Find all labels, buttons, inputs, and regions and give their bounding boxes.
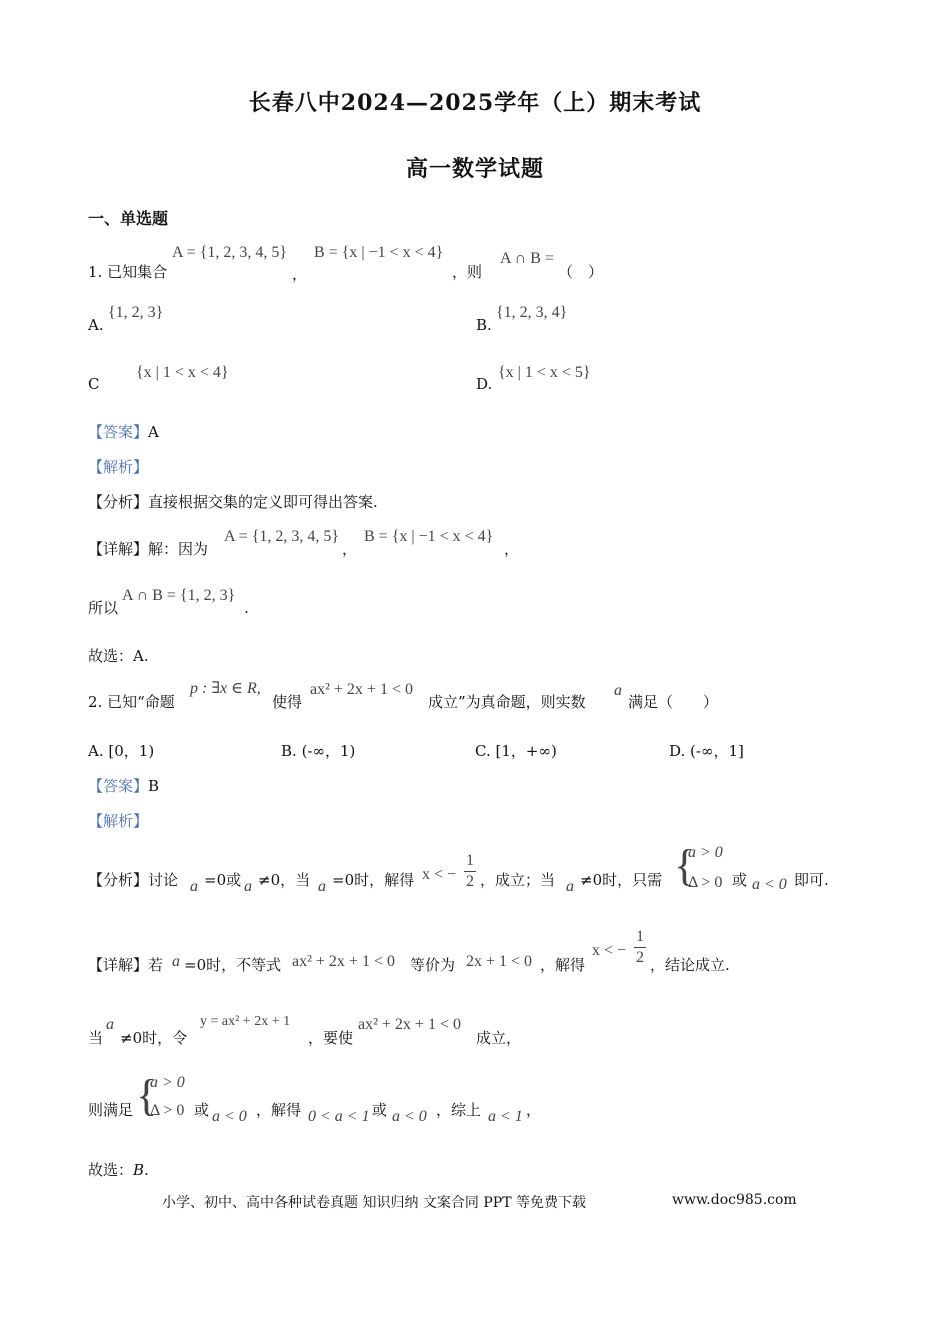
q2-d3-text-2: 或 xyxy=(194,1101,210,1119)
q2-d2-function: y = ax² + 2x + 1 xyxy=(200,1014,291,1029)
q2-d3-text-3: ，解得 xyxy=(256,1101,302,1119)
q1-detail-tag: 【详解】 xyxy=(88,540,149,558)
q2-sys1-line1: a > 0 xyxy=(688,844,723,861)
q2-d1-text-1: 若 xyxy=(148,956,164,974)
q2-fenxi-a-2: a xyxy=(244,878,252,895)
q2-fenxi-text-5: ，成立；当 xyxy=(480,871,556,889)
q1-expr: A ∩ B = xyxy=(500,250,554,267)
q2-option-c-text: [1，+∞) xyxy=(495,742,557,760)
q2-ineq: ax² + 2x + 1 < 0 xyxy=(310,681,413,698)
q1-answer-tag: 【答案】 xyxy=(88,423,149,441)
q2-option-a-text: [0，1) xyxy=(108,742,155,760)
q2-fenxi-a-3: a xyxy=(318,878,326,895)
page-subtitle: 高一数学试题 xyxy=(405,156,544,182)
q2-sys2-line1: a > 0 xyxy=(150,1074,185,1091)
q2-d3-text-4: 或 xyxy=(372,1101,388,1119)
q1-analysis-tag: 【解析】 xyxy=(88,458,149,476)
q2-option-b-label: B. xyxy=(281,742,297,760)
q2-fenxi-x-lt: x < − xyxy=(422,866,457,883)
q2-fenxi-text-1: 讨论 xyxy=(148,871,179,889)
q2-fenxi-text-4: =0时，解得 xyxy=(332,871,415,889)
q2-mid: 使得 xyxy=(272,693,303,711)
q2-d3-text-5: ，综上 xyxy=(436,1101,482,1119)
q2-d2-a: a xyxy=(106,1016,114,1033)
q1-prefix: 1. 已知集合 xyxy=(88,263,168,281)
q2-d1-text-4: ，解得 xyxy=(540,956,586,974)
fraction-denominator: 2 xyxy=(466,873,474,890)
q2-d2-text-1: 当 xyxy=(88,1029,104,1047)
q2-d2-text-2: ≠0时，令 xyxy=(120,1029,188,1047)
q1-option-a-math: {1, 2, 3} xyxy=(108,304,164,321)
q2-detail-tag: 【详解】 xyxy=(88,956,149,974)
q1-so-math: A ∩ B = {1, 2, 3} xyxy=(122,587,236,604)
q2-d2-ineq: ax² + 2x + 1 < 0 xyxy=(358,1016,461,1033)
q1-option-d-label: D. xyxy=(476,375,493,393)
q2-d3-a-lt-0-2: a < 0 xyxy=(392,1108,427,1125)
q2-d3-text-1: 则满足 xyxy=(88,1101,134,1119)
q2-option-d-label: D. xyxy=(669,742,686,760)
q1-set-b: B = {x | −1 < x < 4} xyxy=(314,244,444,261)
q2-option-b-text: (-∞，1) xyxy=(301,742,356,760)
q1-detail-pre: 解：因为 xyxy=(148,540,209,558)
q2-fenxi-a-1: a xyxy=(190,878,198,895)
q2-fenxi-a-lt-0: a < 0 xyxy=(752,876,787,893)
q1-answer: A xyxy=(148,423,159,441)
q2-prop: p : ∃x ∈ R, xyxy=(190,680,261,697)
fraction-denominator: 2 xyxy=(636,949,644,966)
footer-url[interactable]: www.doc985.com xyxy=(672,1192,797,1208)
q2-fenxi-text-2: =0或 xyxy=(204,871,242,889)
q2-d1-fraction xyxy=(634,928,646,967)
system-brace-1: { xyxy=(674,841,696,890)
q2-d3-text-6: ， xyxy=(526,1101,542,1119)
q2-fenxi-text-6: ≠0时，只需 xyxy=(580,871,663,889)
q2-option-c-label: C. xyxy=(475,742,491,760)
q2-fenxi-text-8: 即可. xyxy=(794,871,829,889)
q2-answer-tag: 【答案】 xyxy=(88,777,149,795)
q1-detail-set-a: A = {1, 2, 3, 4, 5} xyxy=(224,528,340,545)
q2-choose-pre: 故选： xyxy=(88,1161,134,1179)
fraction-numerator: 1 xyxy=(466,852,474,869)
q1-detail-set-b: B = {x | −1 < x < 4} xyxy=(364,528,494,545)
q1-option-b-label: B. xyxy=(476,316,492,334)
q2-d1-x-lt: x < − xyxy=(592,942,627,959)
q2-d1-a: a xyxy=(172,953,180,970)
page-title: 长春八中2024—2025学年（上）期末考试 xyxy=(248,90,702,116)
q2-d1-ineq: ax² + 2x + 1 < 0 xyxy=(292,953,395,970)
section-heading: 一、单选题 xyxy=(88,209,169,228)
q2-d2-text-4: 成立， xyxy=(476,1029,522,1047)
q2-fenxi-text-3: ≠0，当 xyxy=(258,871,311,889)
system-brace-2: { xyxy=(136,1071,158,1120)
q2-d1-text-5: ，结论成立. xyxy=(650,956,730,974)
q1-choose: 故选：A. xyxy=(88,647,149,665)
q2-choose: B. xyxy=(133,1161,149,1179)
q2-fenxi-a-4: a xyxy=(566,878,574,895)
q2-fenxi-text-7: 或 xyxy=(732,871,748,889)
q1-option-d-math: {x | 1 < x < 5} xyxy=(498,364,591,381)
q2-fenxi-fraction xyxy=(464,852,476,891)
q1-option-a-label: A. xyxy=(88,316,104,334)
q2-prefix: 2. 已知“命题 xyxy=(88,693,175,711)
q1-paren: （ ） xyxy=(558,263,604,281)
q2-answer: B xyxy=(148,777,160,795)
q1-set-a: A = {1, 2, 3, 4, 5} xyxy=(172,244,288,261)
q2-analysis-tag: 【解析】 xyxy=(88,812,149,830)
q1-option-c-math: {x | 1 < x < 4} xyxy=(136,364,229,381)
q1-option-c-label: C xyxy=(88,375,100,393)
q2-d3-final: a < 1 xyxy=(488,1108,523,1125)
q2-d3-range: 0 < a < 1 xyxy=(308,1108,370,1125)
q1-so: 所以 xyxy=(88,599,119,617)
q2-d3-a-lt-0: a < 0 xyxy=(212,1108,247,1125)
q1-fenxi: 直接根据交集的定义即可得出答案. xyxy=(148,493,378,511)
q1-option-b-math: {1, 2, 3, 4} xyxy=(496,304,568,321)
q2-d2-text-3: ，要使 xyxy=(308,1029,354,1047)
q2-var: a xyxy=(614,682,622,699)
q2-option-a-label: A. xyxy=(88,742,104,760)
q2-sys2-line2: Δ > 0 xyxy=(150,1102,185,1119)
q2-suffix: 成立”为真命题，则实数 xyxy=(428,693,586,711)
q2-sys1-line2: Δ > 0 xyxy=(688,874,723,891)
q1-comma: ， xyxy=(292,265,308,283)
q2-d1-text-3: 等价为 xyxy=(410,956,456,974)
q1-fenxi-tag: 【分析】 xyxy=(88,493,149,511)
q1-then: ，则 xyxy=(452,263,483,281)
q2-fenxi-tag: 【分析】 xyxy=(88,871,149,889)
q2-option-d-text: (-∞，1] xyxy=(690,742,744,760)
q2-d1-text-2: =0时，不等式 xyxy=(184,956,282,974)
footer-text: 小学、初中、高中各种试卷真题 知识归纳 文案合同 PPT 等免费下载 xyxy=(162,1195,586,1211)
fraction-numerator: 1 xyxy=(636,928,644,945)
q2-d1-linear: 2x + 1 < 0 xyxy=(466,953,533,970)
q2-end: 满足（ ） xyxy=(628,693,719,711)
